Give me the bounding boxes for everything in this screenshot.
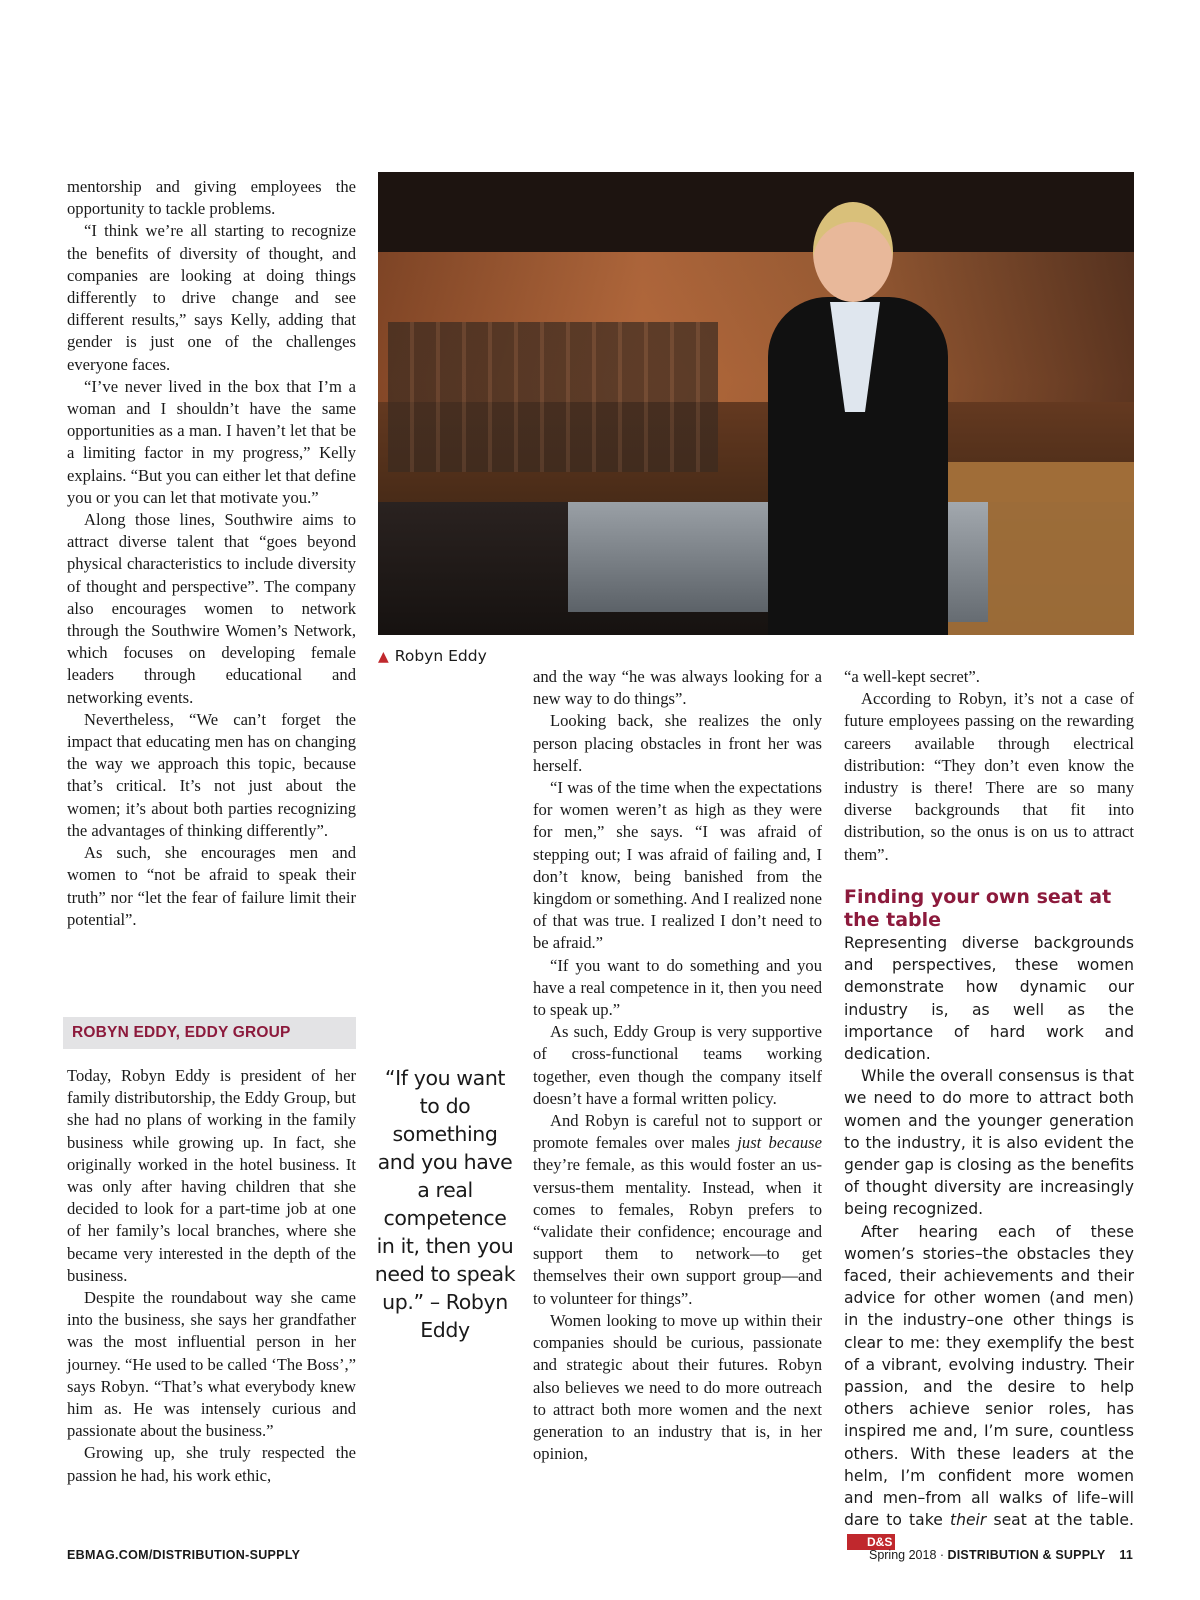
paragraph: As such, she encourages men and women to “not be afraid to speak their truth” nor “let the fear of failure limit their potential”.: [67, 843, 356, 929]
triangle-icon: ▲: [378, 649, 389, 665]
pull-quote: “If you want to do something and you have a real competence in it, then you need to speak up.” – Robyn Eddy: [374, 1066, 516, 1342]
article-column-3: [533, 666, 822, 1465]
photo-caption: [378, 647, 487, 665]
paragraph: As such, Eddy Group is very supportive of cross-functional teams working together, even though the company itself doesn’t have a formal written policy.: [533, 1022, 822, 1108]
paragraph: “I think we’re all starting to recognize the benefits of diversity of thought, and companies are looking at doing things differently to drive change and see different results,” says Kelly, adding that gender is just one of the challenges everyone faces.: [67, 221, 356, 374]
paragraph: Growing up, she truly respected the passion he had, his work ethic,: [67, 1443, 356, 1485]
article-column-4-lower: [844, 932, 1134, 1554]
paragraph: Despite the roundabout way she came into the business, she says her grandfather was the most influential person in her journey. “He used to be called ‘The Boss’,” says Robyn. “That’s what everybody knew him as. He was intensely curious and passionate about the business.”: [67, 1288, 356, 1441]
paragraph: mentorship and giving employees the opportunity to tackle problems.: [67, 177, 356, 219]
paragraph: “a well-kept secret”.: [844, 667, 980, 686]
section-heading: ROBYN EDDY, EDDY GROUP: [63, 1017, 356, 1049]
subheading: Finding your own seat at the table: [844, 886, 1112, 931]
ds-logo: D&S: [847, 1534, 895, 1550]
footer-issue: Spring 2018 ·: [868, 1548, 945, 1562]
paragraph: Looking back, she realizes the only person placing obstacles in front her was herself.: [533, 711, 822, 775]
paragraph: While the overall consensus is that we need to do more to attract both women and the younger generation to the industry, it is also evident the gender gap is closing as the benefits of thought diversity are increasingly being recognized.: [844, 1067, 1134, 1219]
footer-folio: [869, 1548, 1133, 1562]
portrait-photo: [378, 172, 1134, 635]
footer-website: EBMAG.COM/DISTRIBUTION-SUPPLY: [67, 1548, 301, 1562]
paragraph: Nevertheless, “We can’t forget the impact that educating men has on changing the way we approach this topic, because that’s critical. It’s not just about the women; it’s about both parties recognizing the advantages of thinking differently”.: [67, 709, 356, 840]
footer-magazine: DISTRIBUTION & SUPPLY: [947, 1548, 1106, 1562]
paragraph: After hearing each of these women’s stories–the obstacles they faced, their achievements and their advice for other women (and men) in the industry–one other things is clear to me: they exemplify the best of a vibrant, evolving industry. Their passion, and the desire to help others achieve senior roles, has inspired me and, I’m sure, countless others. With these leaders at the helm, I’m confident more women and men–from all walks of life–will dare to take their seat at the table.D&S: [844, 1222, 1134, 1550]
paragraph: “I’ve never lived in the box that I’m a woman and I shouldn’t have the same opportunities as a man. I haven’t let that be a limiting factor in my progress,” Kelly explains. “But you can either let that define you or you can let that motivate you.”: [67, 376, 356, 507]
paragraph: Representing diverse backgrounds and perspectives, these women demonstrate how dynamic our industry is, as well as the importance of hard work and dedication.: [844, 934, 1134, 1064]
article-column-4: [844, 666, 1134, 866]
paragraph: “If you want to do something and you have a real competence in it, then you need to speak up.”: [533, 955, 822, 1020]
page-number: 11: [1119, 1548, 1133, 1562]
paragraph: According to Robyn, it’s not a case of future employees passing on the rewarding careers available through electrical distribution: “They don’t even know the industry is there! There are so many diverse backgrounds that fit into distribution, so the onus is on us to attract them”.: [844, 689, 1134, 864]
caption-text: Robyn Eddy: [394, 647, 487, 665]
paragraph: “I was of the time when the expectations for women weren’t as high as they were for men,” she says. “I was afraid of stepping out; I was afraid of failing and, I don’t know, being banished from the kingdom or something. And I realized none of that was true. I realized I don’t need to be afraid.”: [533, 778, 822, 953]
article-column-1-lower: [67, 1065, 356, 1487]
article-column-1: [67, 176, 356, 931]
paragraph: and the way “he was always looking for a new way to do things”.: [533, 667, 822, 709]
paragraph: Women looking to move up within their companies should be curious, passionate and strategic about their futures. Robyn also believes we need to do more outreach to attract both more women and the next generation to an industry that is, in her opinion,: [533, 1310, 822, 1464]
paragraph: Today, Robyn Eddy is president of her family distributorship, the Eddy Group, but she had no plans of working in the family business while growing up. In fact, she originally worked in the hotel business. It was only after having children that she decided to look for a part-time job at one of her family’s local branches, where she became very interested in the depth of the business.: [67, 1066, 356, 1285]
paragraph: And Robyn is careful not to support or promote females over males just because they’re female, as this would foster an us-versus-them mentality. Instead, when it comes to females, Robyn prefers to “validate their confidence; encourage and support them to network—to get themselves their own support group—and to volunteer for things”.: [533, 1111, 822, 1308]
paragraph: Along those lines, Southwire aims to attract diverse talent that “goes beyond physical characteristics to include diversity of thought and perspective”. The company also encourages women to network through the Southwire Women’s Network, which focuses on developing female leaders through educational and networking events.: [67, 510, 356, 707]
